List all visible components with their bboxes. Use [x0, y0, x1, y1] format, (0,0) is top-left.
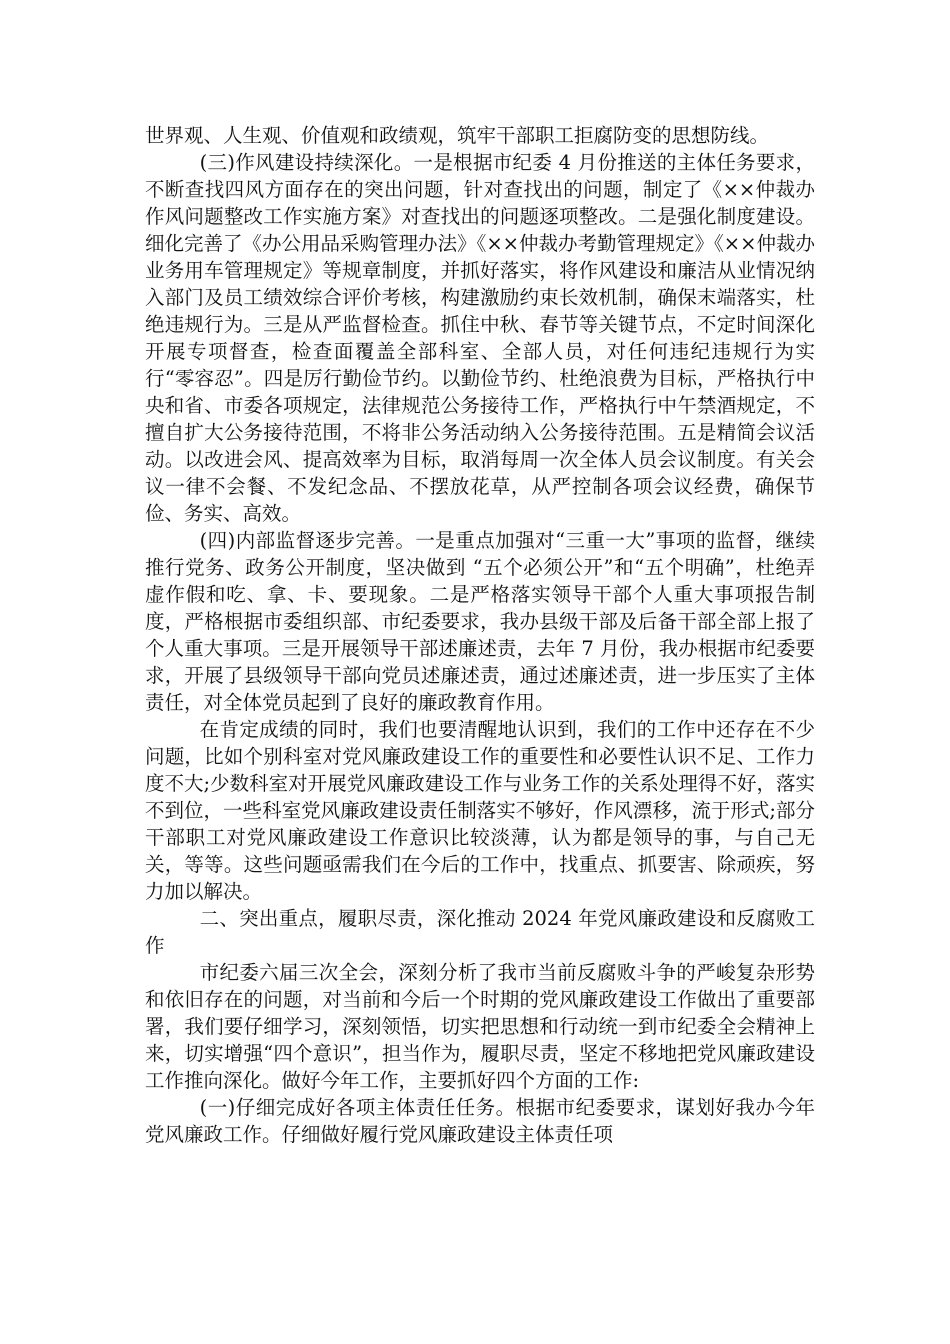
section-heading-2: 二、突出重点，履职尽责，深化推动 2024 年党风廉政建设和反腐败工作 [145, 907, 815, 957]
paragraph-style-improvement: (三)作风建设持续深化。一是根据市纪委 4 月份推送的主体任务要求，不断查找四风方面存在的突出问题，针对查找出的问题，制定了《××仲裁办作风问题整改工作实施方案》对查找出的问题逐项整改。二是强化制度建设。细化完善了《办公用品采购管理办法》《××仲裁办考勤管理规定》《××仲裁办业务用车管理规定》等规章制度，并抓好落实，将作风建设和廉洁从业情况纳入部门及员工绩效综合评价考核，构建激励约束长效机制，确保末端落实，杜绝违规行为。三是从严监督检查。抓住中秋、春节等关键节点，不定时间深化开展专项督查，检查面覆盖全部科室、全部人员，对任何违纪违规行为实行“零容忍”。四是厉行勤俭节约。以勤俭节约、杜绝浪费为目标，严格执行中央和省、市委各项规定，法律规范公务接待工作，严格执行中午禁酒规定，不擅自扩大公务接待范围，不将非公务活动纳入公务接待范围。五是精简会议活动。以改进会风、提高效率为目标，取消每周一次全体人员会议制度。有关会议一律不会餐、不发纪念品、不摆放花草，从严控制各项会议经费，确保节俭、务实、高效。 [145, 151, 815, 525]
paragraph-internal-supervision: (四)内部监督逐步完善。一是重点加强对“三重一大”事项的监督，继续推行党务、政务公开制度，坚决做到 “五个必须公开”和“五个明确”，杜绝弄虚作假和吃、拿、卡、要现象。二是严格落实领导干部个人重大事项报告制度，严格根据市委组织部、市纪委要求，我办县级干部及后备干部全部上报了个人重大事项。三是开展领导干部述廉述责，去年 7 月份，我办根据市纪委要求，开展了县级领导干部向党员述廉述责，通过述廉述责，进一步压实了主体责任，对全体党员起到了良好的廉政教育作用。 [145, 529, 815, 714]
paragraph-plenary-session: 市纪委六届三次全会，深刻分析了我市当前反腐败斗争的严峻复杂形势和依旧存在的问题，对当前和今后一个时期的党风廉政建设工作做出了重要部署，我们要仔细学习，深刻领悟，切实把思想和行动统一到市纪委全会精神上来，切实增强“四个意识”，担当作为，履职尽责，坚定不移地把党风廉政建设工作推向深化。做好今年工作，主要抓好四个方面的工作: [145, 961, 815, 1092]
paragraph-continuation: 世界观、人生观、价值观和政绩观，筑牢干部职工拒腐防变的思想防线。 [145, 124, 770, 147]
paragraph-main-responsibility: (一)仔细完成好各项主体责任任务。根据市纪委要求，谋划好我办今年党风廉政工作。仔细做好履行党风廉政建设主体责任项 [145, 1096, 815, 1146]
document-body [145, 122, 815, 1148]
paragraph-existing-problems: 在肯定成绩的同时，我们也要清醒地认识到，我们的工作中还存在不少问题，比如个别科室对党风廉政建设工作的重要性和必要性认识不足、工作力度不大;少数科室对开展党风廉政建设工作与业务工作的关系处理得不好，落实不到位，一些科室党风廉政建设责任制落实不够好，作风漂移，流于形式;部分干部职工对党风廉政建设工作意识比较淡薄，认为都是领导的事，与自己无关，等等。这些问题亟需我们在今后的工作中，找重点、抓要害、除顽疾，努力加以解决。 [145, 718, 815, 903]
